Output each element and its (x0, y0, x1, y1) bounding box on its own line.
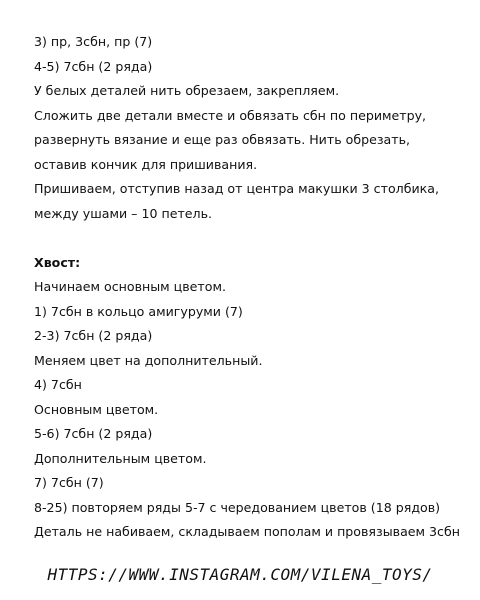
text-line: 4-5) 7сбн (2 ряда) (34, 58, 153, 74)
instagram-link[interactable]: HTTPS://WWW.INSTAGRAM.COM/VILENA_TOYS/ (47, 565, 433, 584)
text-line: 2-3) 7сбн (2 ряда) (34, 328, 153, 343)
text-line: 8-25) повторяем ряды 5-7 с чередованием цветов (18 рядов) (34, 499, 441, 515)
text-line: Сложить две детали вместе и обвязать сбн по периметру, (34, 107, 427, 123)
text-line: 7) 7сбн (7) (34, 475, 104, 490)
text-line: Пришиваем, отступив назад от центра макушки 3 столбика, (34, 181, 439, 196)
text-line: 4) 7сбн (34, 377, 82, 392)
section-heading-tail: Хвост: (34, 254, 81, 270)
text-line: оставив кончик для пришивания. (34, 156, 258, 172)
text-line: Начинаем основным цветом. (34, 279, 226, 294)
text-line: 5-6) 7сбн (2 ряда) (34, 426, 153, 441)
text-line: между ушами – 10 петель. (34, 205, 213, 221)
text-line: Основным цветом. (34, 401, 159, 417)
text-line: развернуть вязание и еще раз обвязать. Нить обрезать, (34, 132, 411, 147)
text-line: Дополнительным цветом. (34, 450, 207, 466)
document-body (34, 30, 474, 545)
text-line: Деталь не набиваем, складываем пополам и провязываем 3сбн (34, 524, 460, 539)
paragraph-spacer (34, 226, 474, 251)
text-line: 1) 7сбн в кольцо амигуруми (7) (34, 303, 243, 319)
text-line: У белых деталей нить обрезаем, закрепляем. (34, 83, 340, 98)
text-line: Меняем цвет на дополнительный. (34, 352, 263, 368)
text-line: 3) пр, 3сбн, пр (7) (34, 34, 153, 49)
